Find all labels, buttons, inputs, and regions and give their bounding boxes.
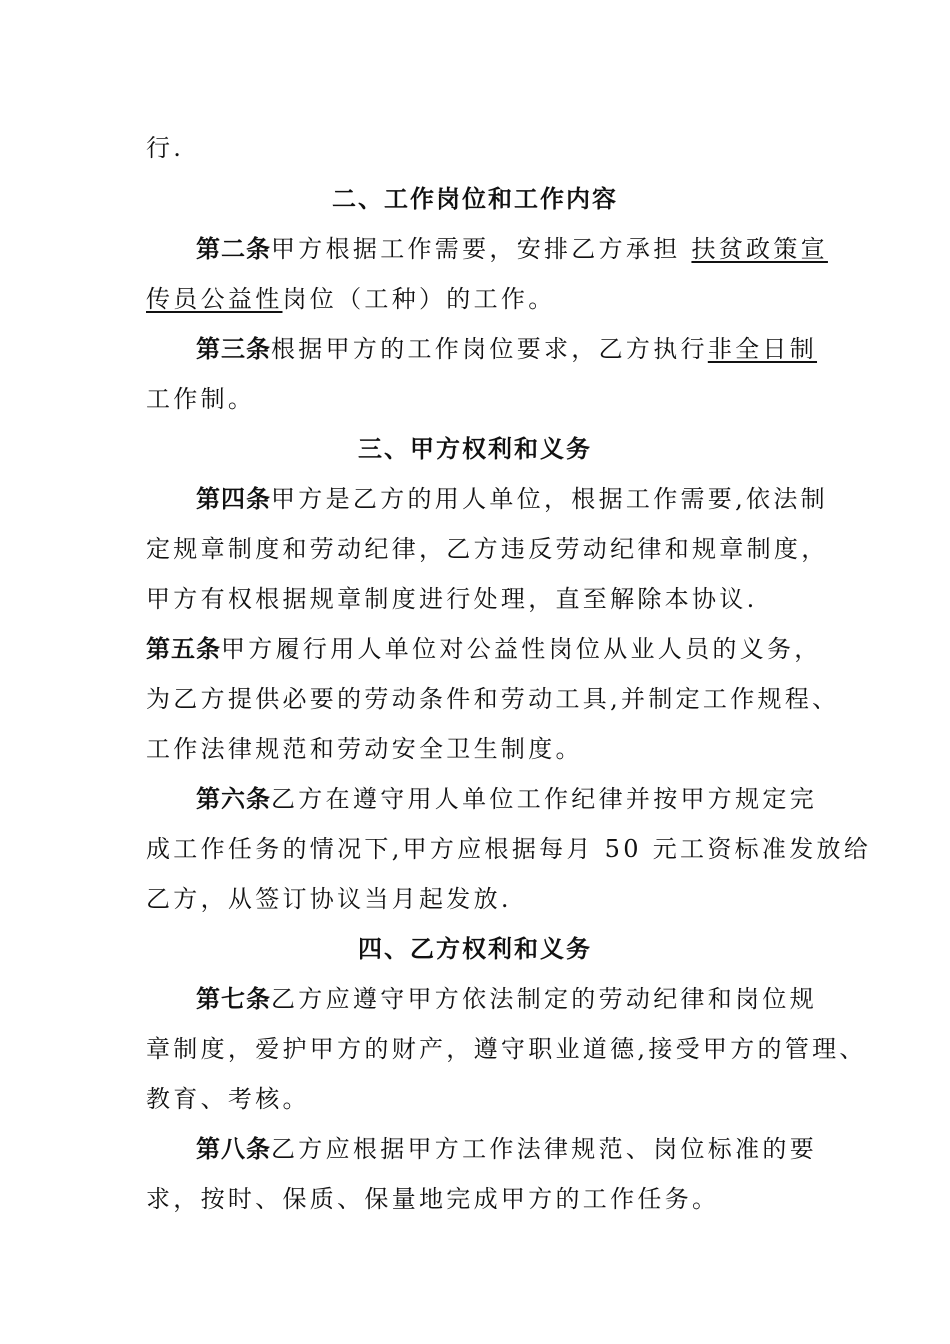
- article-7-line-2: 章制度，爱护甲方的财产，遵守职业道德,接受甲方的管理、: [146, 1035, 867, 1063]
- article-5-line-3: 工作法律规范和劳动安全卫生制度。: [146, 735, 583, 763]
- article-label: 第二条: [196, 234, 271, 263]
- article-4-line-3: 甲方有权根据规章制度进行处理，直至解除本协议.: [146, 585, 758, 613]
- article-6-line-2: 成工作任务的情况下,甲方应根据每月 50 元工资标准发放给: [146, 835, 872, 863]
- section-heading-4: 四、乙方权利和义务: [358, 934, 592, 963]
- article-3-line-1: 第三条根据甲方的工作岗位要求，乙方执行非全日制: [196, 334, 818, 363]
- article-label: 第五条: [146, 634, 221, 663]
- article-8-line-1: 第八条乙方应根据甲方工作法律规范、岗位标准的要: [196, 1134, 817, 1163]
- article-5-line-1: 第五条甲方履行用人单位对公益性岗位从业人员的义务，: [146, 634, 822, 663]
- article-label: 第三条: [196, 334, 271, 363]
- article-3-line-2: 工作制。: [146, 385, 256, 413]
- article-7-line-1: 第七条乙方应遵守甲方依法制定的劳动纪律和岗位规: [196, 984, 817, 1013]
- article-2-line-2: 传员公益性岗位（工种）的工作。: [146, 285, 556, 313]
- article-label: 第六条: [196, 784, 271, 813]
- article-4-line-1: 第四条甲方是乙方的用人单位，根据工作需要,依法制: [196, 484, 828, 513]
- section-heading-2: 二、工作岗位和工作内容: [332, 184, 618, 213]
- underlined-fill-in: 非全日制: [707, 335, 818, 363]
- article-8-line-2: 求，按时、保质、保量地完成甲方的工作任务。: [146, 1185, 720, 1213]
- article-6-line-1: 第六条乙方在遵守用人单位工作纪律并按甲方规定完: [196, 784, 817, 813]
- article-label: 第四条: [196, 484, 271, 513]
- underlined-fill-in: 扶贫政策宣: [691, 235, 828, 263]
- section-heading-3: 三、甲方权利和义务: [358, 434, 592, 463]
- article-5-line-2: 为乙方提供必要的劳动条件和劳动工具,并制定工作规程、: [146, 685, 840, 713]
- article-label: 第八条: [196, 1134, 271, 1163]
- article-label: 第七条: [196, 984, 271, 1013]
- article-7-line-3: 教育、考核。: [146, 1085, 310, 1113]
- article-6-line-3: 乙方，从签订协议当月起发放.: [146, 885, 512, 913]
- paragraph-line: 行.: [146, 134, 185, 162]
- article-4-line-2: 定规章制度和劳动纪律，乙方违反劳动纪律和规章制度，: [146, 535, 829, 563]
- article-2-line-1: 第二条甲方根据工作需要，安排乙方承担 扶贫政策宣: [196, 234, 828, 263]
- underlined-fill-in: 传员公益性: [146, 285, 283, 313]
